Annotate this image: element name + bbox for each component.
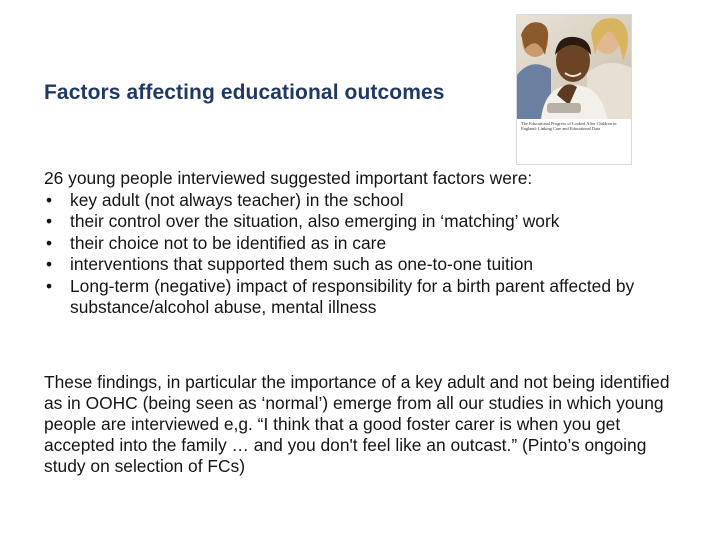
bullet-icon: • (46, 211, 53, 231)
list-item (44, 233, 684, 255)
bullet-icon: • (46, 254, 53, 274)
findings-paragraph: These findings, in particular the importance of a key adult and not being identified as in OOHC (being seen as ‘normal’) emerge from all our studies in which young people are interviewed e,g. “I think that a good foster carer is when you get accepted into the family … and you don't feel like an outcast.” (Pinto’s ongoing study on selection of FCs) (44, 372, 670, 476)
cover-logo-bristol-icon (616, 164, 624, 165)
bullet-icon: • (46, 189, 53, 210)
list-item-text: their control over the situation, also emerging in ‘matching’ work (70, 211, 560, 231)
list-item-text: Long-term (negative) impact of responsibility for a birth parent affected by substance/alcohol abuse, mental illness (70, 275, 635, 317)
list-item-text: interventions that supported them such as one-to-one tuition (70, 254, 534, 274)
intro-line: 26 young people interviewed suggested important factors were: (44, 168, 533, 188)
list-item-text: key adult (not always teacher) in the school (70, 189, 404, 210)
list-item (44, 190, 684, 212)
list-item-text: their choice not to be identified as in care (70, 232, 387, 253)
cover-photo (517, 15, 632, 119)
bullet-icon: • (46, 275, 53, 296)
report-cover-image (516, 14, 632, 165)
bullet-icon: • (46, 232, 53, 253)
list-item (44, 276, 684, 319)
cover-title: The Educational Progress of Looked After Children in England: Linking Care and Educational Data (521, 121, 617, 131)
body-text (44, 168, 684, 319)
list-item (44, 254, 684, 276)
factor-list (44, 190, 684, 319)
list-item (44, 211, 684, 233)
slide-title: Factors affecting educational outcomes (44, 81, 445, 104)
